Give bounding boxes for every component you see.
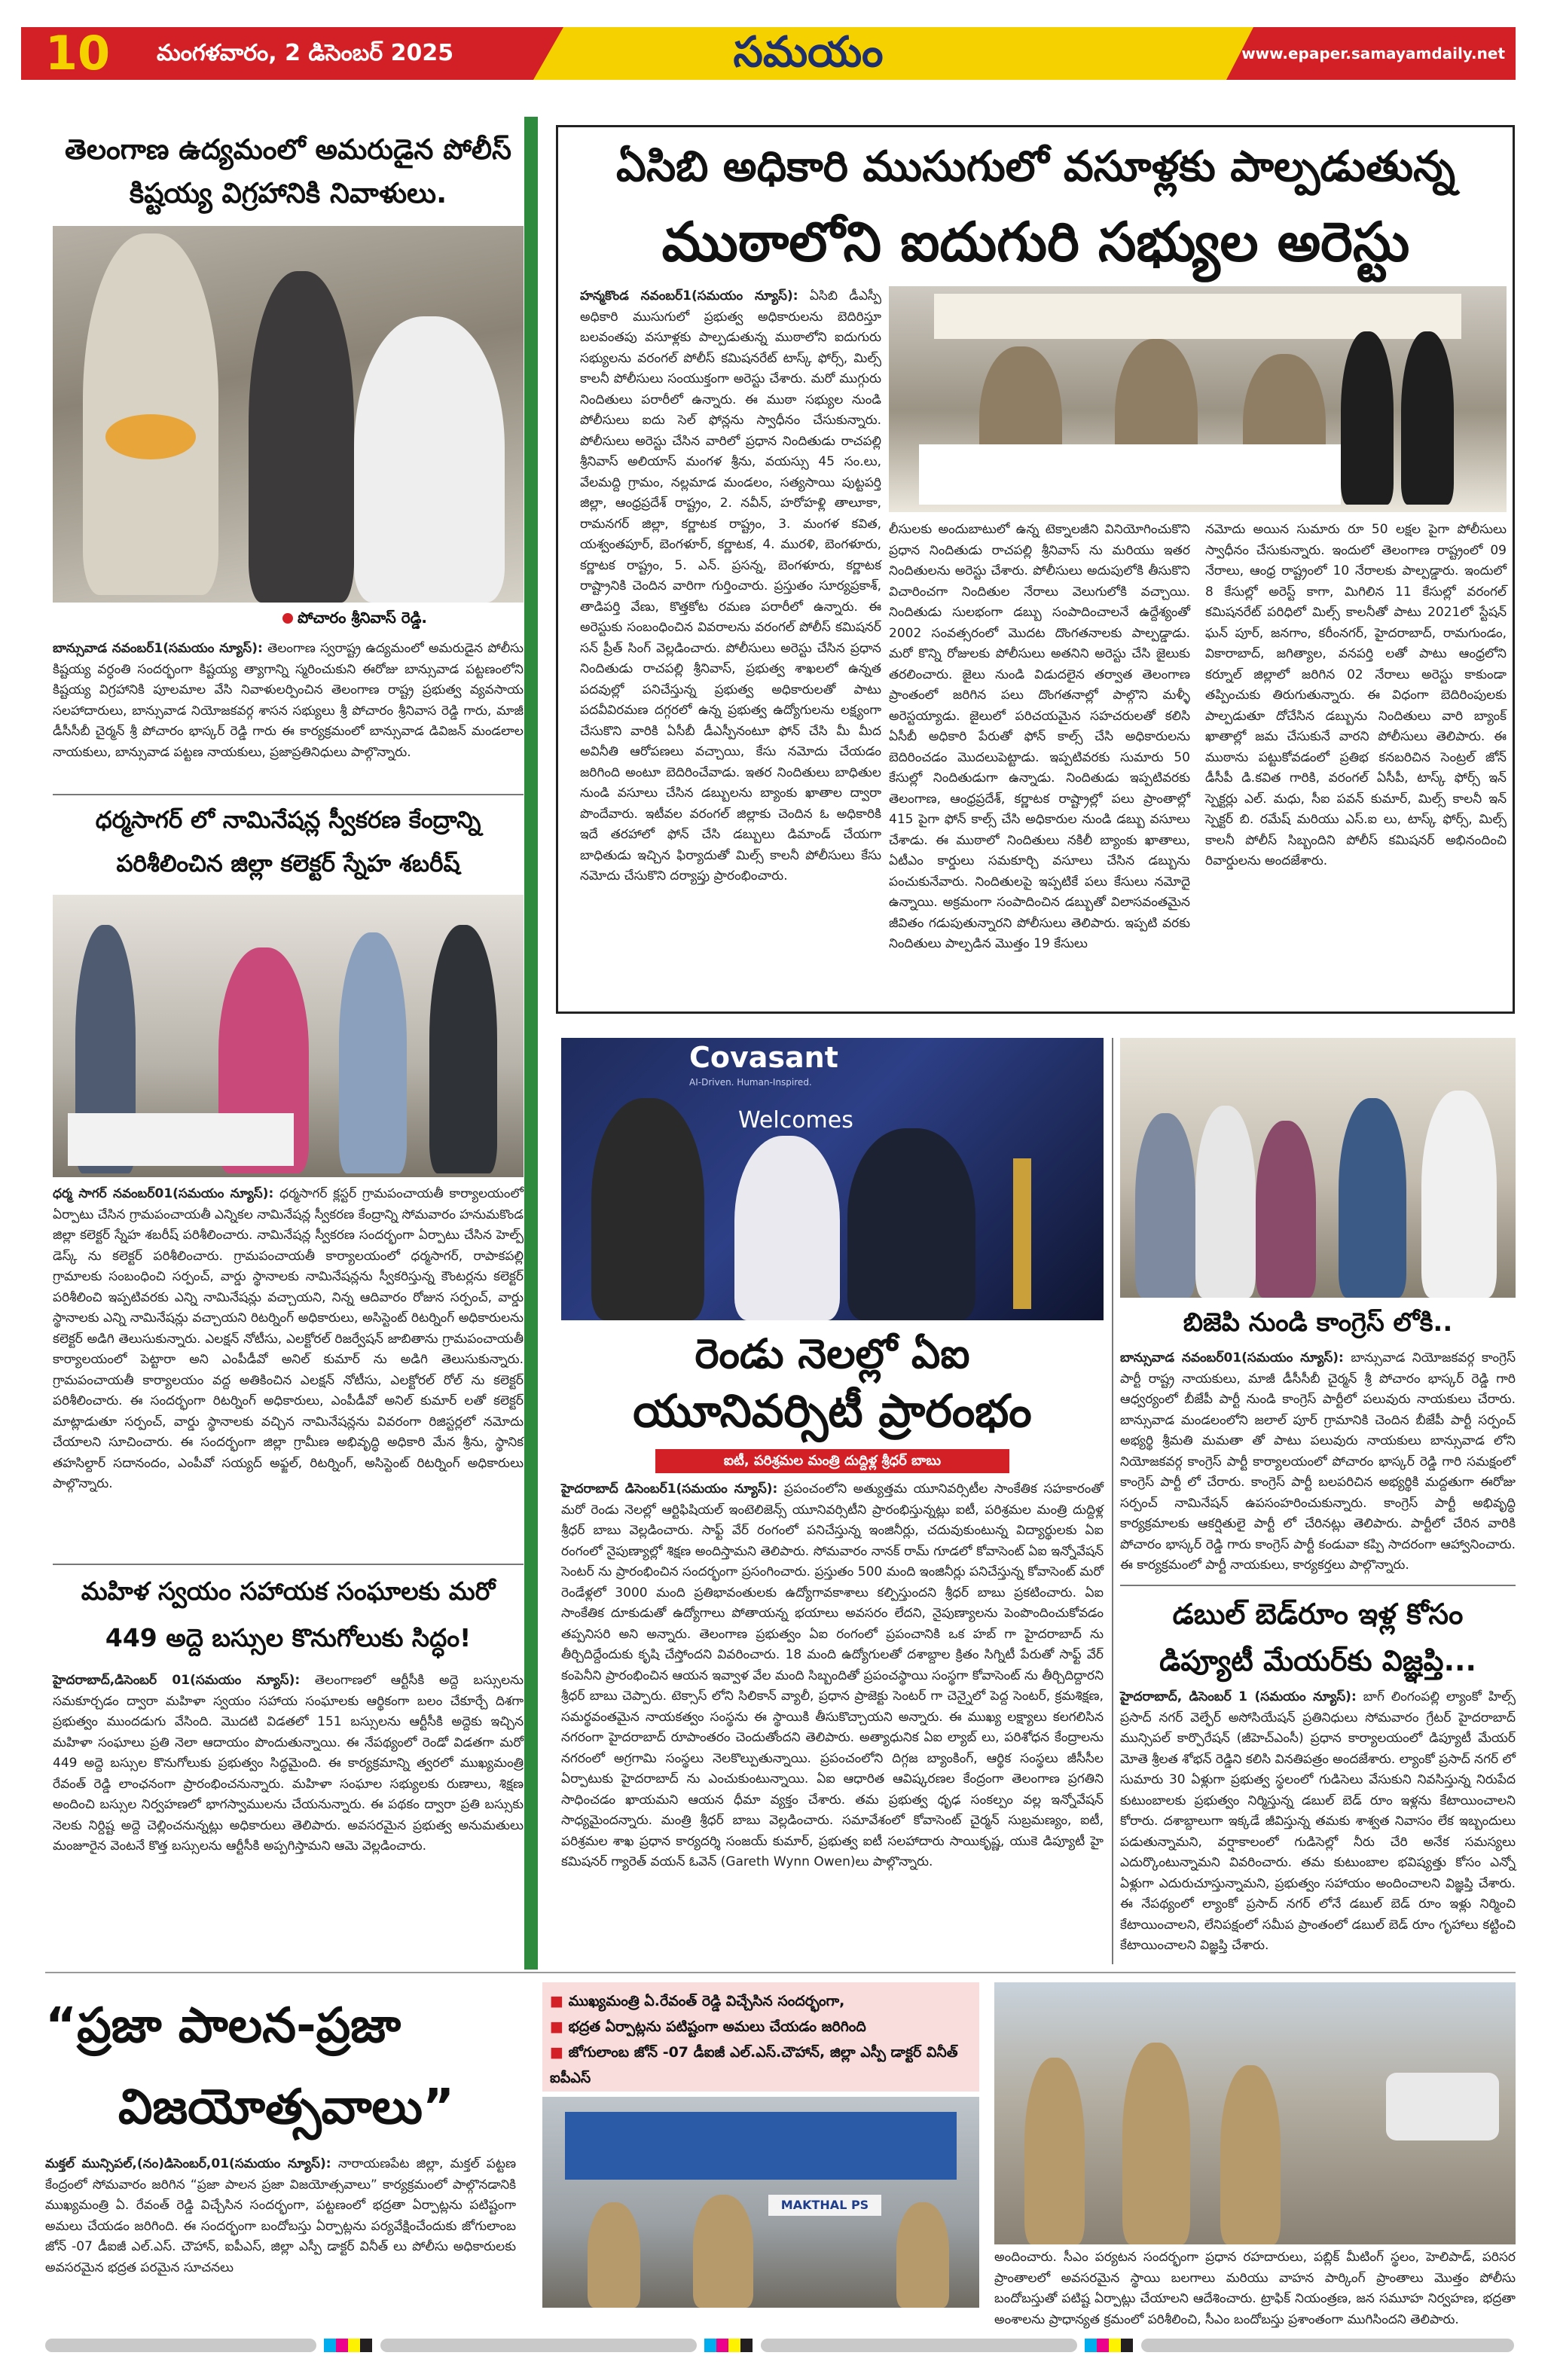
story5-headline-line2: యూనివర్సిటీ ప్రారంభం [633, 1385, 1032, 1438]
person-figure [591, 1098, 704, 1320]
story2-photo [53, 895, 524, 1177]
person-figure [429, 925, 497, 1173]
bullet-item: ■ ముఖ్యమంత్రి ఏ.రేవంత్ రెడ్డి విచ్చేసిన సందర్భంగా, [550, 1993, 845, 2009]
header-url[interactable]: www.epaper.samayamdaily.net [1241, 44, 1505, 63]
story4-byline: హన్మకొండ నవంబర్1(సమయం న్యూస్): [580, 288, 798, 304]
divider [45, 1972, 1516, 1973]
color-swatch [716, 2339, 728, 2352]
story5-photo [561, 1038, 1104, 1320]
divider [1120, 1585, 1516, 1586]
banner [934, 294, 1461, 339]
story1-caption-dot [282, 613, 293, 624]
color-swatch [336, 2339, 348, 2352]
story6-text: బాగ్ లింగంపల్లి ల్యాంకో హిల్స్ ప్రసాద్ నగర్ వెల్ఫేర్ అసోసియేషన్ ప్రతినిధులు సోమవారం గ్రేటర్ హైదరాబాద్ మున్సిపల్ కార్పొరేషన్ (జీహెచ్ఎంసీ) ప్రధాన కార్యాలయంలో డిప్యూటీ మేయర్ మోతె శ్రీలత శోభన్ రెడ్డిని కలిసి వినతిపత్రం అందజేశారు. ల్యాంకో ప్రసాద్ నగర్ లో సుమారు 30 ఏళ్లుగా ప్రభుత్వ స్థలంలో గుడిసెలు వేసుకుని నివసిస్తున్న నిరుపేద కుటుంబాలకు ప్రభుత్వం నిర్మిస్తున్న డబుల్ బెడ్ రూం ఇళ్లను కేటాయించాలని కోరారు. దశాబ్దాలుగా ఇక్కడే జీవిస్తున్న తమకు శాశ్వత నివాసం లేక ఇబ్బందులు పడుతున్నామని, వర్షాకాలంలో గుడిసెల్లో నీరు చేరి అనేక సమస్యలు ఎదుర్కొంటున్నామని వివరించారు. తమ కుటుంబాల భవిష్యత్తు కోసం ఎన్నో ఏళ్లుగా ఎదురుచూస్తున్నామని, ప్రభుత్వం సహాయం అందించాలని విజ్ఞప్తి చేశారు. ఈ నేపథ్యంలో ల్యాంకో ప్రసాద్ నగర్ లోనే డబుల్ బెడ్ రూం ఇళ్లు నిర్మించి కేటాయించాలని, లేనిపక్షంలో సమీప ప్రాంతంలో డబుల్ బెడ్ రూం గృహాలు కట్టించి కేటాయించాలని విజ్ఞప్తి చేశారు. [1120, 1689, 1516, 1953]
bullet-item: ■ జోగులాంబ జోన్ -07 డీఐజీ ఎల్.ఎస్.చౌహాన్, జిల్లా ఎస్పీ డాక్టర్ వినీత్ ఐపీఎస్ [550, 2044, 958, 2086]
registration-bar [1141, 2339, 1514, 2352]
bullet-text: ముఖ్యమంత్రి ఏ.రేవంత్ రెడ్డి విచ్చేసిన సందర్భంగా, [568, 1993, 845, 2009]
story3-body [53, 1671, 524, 1964]
story4-headline-line1: ఏసిబి అధికారి ముసుగులో వసూళ్లకు పాల్పడుతున్న [616, 142, 1455, 191]
welcomes-text: Welcomes [738, 1107, 853, 1134]
story7-photo-right [994, 1982, 1516, 2244]
photo-story-body [1120, 1348, 1516, 1578]
table [919, 444, 1341, 505]
story3-text: తెలంగాణలో ఆర్టీసీకి అద్దె బస్సులను సమకూర్చడం ద్వారా మహిళా స్వయం సహాయ సంఘాలకు ఆర్థికంగా బలం చేకూర్చే దిశగా ప్రభుత్వం ముందడుగు వేసింది. మొదటి విడతలో 151 బస్సులను ఆర్టీసీకి అద్దెకు ఇచ్చిన మహిళా సంఘాలు ప్రతి నెలా ఆదాయం పొందుతున్నాయి. ఈ నేపథ్యంలో రెండో విడతగా మరో 449 అద్దె బస్సుల కొనుగోలుకు ప్రభుత్వం సిద్ధమైంది. ఈ కార్యక్రమాన్ని త్వరలో ముఖ్యమంత్రి రేవంత్ రెడ్డి లాంఛనంగా ప్రారంభించనున్నారు. మహిళా సంఘాల సభ్యులకు రుణాలు, శిక్షణ అందించి బస్సుల నిర్వహణలో భాగస్వాములను చేయనున్నారు. ఈ పథకం ద్వారా ప్రతి బస్సుకు నెలకు నిర్దిష్ట అద్దె చెల్లించనున్నట్లు అధికారులు తెలిపారు. అవసరమైన ప్రభుత్వ అనుమతులు మంజూరైన వెంటనే కొత్త బస్సులను ఆర్టీసీకి అప్పగిస్తామని ఆమె వెల్లడించారు. [53, 1673, 524, 1854]
person-figure [1421, 1091, 1497, 1298]
person-figure [1256, 1121, 1316, 1298]
person-figure [1135, 1113, 1195, 1298]
divider [53, 1564, 524, 1565]
story7-byline: మక్తల్ మున్సిపల్,(నం)డిసెంబర్,01(సమయం న్యూస్): [45, 2156, 331, 2171]
color-swatch [324, 2339, 336, 2352]
story2-headline: ధర్మసాగర్ లో నామినేషన్ల స్వీకరణ కేంద్రాన్ని పరిశీలించిన జిల్లా కలెక్టర్ స్నేహ శబరీష్ [95, 807, 481, 877]
person-figure [339, 932, 407, 1173]
officer-figure [693, 2195, 753, 2308]
covasant-banner: Covasant [689, 1041, 838, 1074]
person-figure [1339, 1098, 1406, 1298]
photo-story-text: బాన్సువాడ నియోజకవర్గ కాంగ్రెస్ పార్టీ రాష్ట్ర నాయకులు, మాజీ డీసీసీబీ చైర్మన్ శ్రీ పోచారం భాస్కర్ రెడ్డి గారి ఆధ్వర్యంలో బీజేపీ పార్టీ నుండి కాంగ్రెస్ పార్టీలో పలువురు నాయకులు చేరారు. బాన్సువాడ మండలంలోని జలాల్ పూర్ గ్రామానికి చెందిన బీజేపీ పార్టీ సర్పంచ్ అభ్యర్థి శ్రీమతి మమతా తో పాటు పలువురు నాయకులు బాన్సువాడ లోని నియోజకవర్గ కాంగ్రెస్ పార్టీ కార్యాలయంలో పోచారం భాస్కర్ రెడ్డి గారి సమక్షంలో కాంగ్రెస్ పార్టీ లో చేరారు. కాంగ్రెస్ పార్టీ బలపరిచిన అభ్యర్థికి మద్దతుగా ఈరోజు సర్పంచ్ నామినేషన్ ఉపసంహరించుకున్నారు. కాంగ్రెస్ పార్టీ అభివృద్ధి కార్యక్రమాలకు ఆకర్షితులై పార్టీ లో చేరినట్లు తెలిపారు. పార్టీలో చేరిన వారికి పోచారం భాస్కర్ రెడ్డి గారు కాంగ్రెస్ పార్టీ కండువా కప్పి సాదరంగా ఆహ్వానించారు. ఈ కార్యక్రమంలో పార్టీ నాయకులు, కార్యకర్తలు పాల్గొన్నారు. [1120, 1350, 1516, 1573]
story1-text: తెలంగాణ స్వరాష్ట్ర ఉద్యమంలో అమరుడైన పోలీసు కిష్టయ్య వర్ధంతి సందర్భంగా కిష్టయ్య త్యాగాన్ని స్మరించుకుని ఈరోజు బాన్సువాడ పట్టణంలోని కిష్టయ్య విగ్రహానికి పూలమాల వేసి నివాళులర్పించిన తెలంగాణ రాష్ట్ర ప్రభుత్వ వ్యవసాయ సలహాదారులు, బాన్సువాడ నియోజకవర్గ శాసన సభ్యులు శ్రీ పోచారం శ్రీనివాస రెడ్డి గారు, మాజీ డీసీసీబీ చైర్మన్ శ్రీ పోచారం భాస్కర్ రెడ్డి గారు ఈ కార్యక్రమంలో బాన్సువాడ డివిజన్ మండలాల నాయకులు, బాన్సువాడ పట్టణ నాయకులు, ప్రజాప్రతినిధులు పాల్గొన్నారు. [53, 641, 524, 760]
officer-figure [1024, 2058, 1085, 2244]
story3-headline: మహిళ స్వయం సహాయక సంఘాలకు మరో 449 అద్దె బస్సుల కొనుగోలుకు సిద్ధం! [81, 1576, 496, 1652]
officer-figure [588, 2202, 640, 2308]
story7-photo-left [542, 2097, 979, 2308]
story1-headline: తెలంగాణ ఉద్యమంలో అమరుడైన పోలీస్ కిష్టయ్య విగ్రహానికి నివాళులు. [65, 133, 511, 209]
person-figure [734, 1136, 840, 1320]
story7-body [45, 2154, 516, 2308]
color-swatch [348, 2339, 360, 2352]
story7-right-body: అందించారు. సీఎం పర్యటన సందర్భంగా ప్రధాన రహదారులు, పబ్లిక్ మీటింగ్ స్థలం, హెలిపాడ్, పరిసర ప్రాంతాలలో అవసరమైన స్థాయి బలగాలు మరియు వాహన పార్కింగ్ ప్రాంతాలు మొత్తం పోలీసు బందోబస్తుతో పటిష్ట ఏర్పాట్లు చేయాలని ఆదేశించారు. ట్రాఫిక్ నియంత్రణ, జన సమూహ నిర్వహణ, భద్రతా అంశాలను ప్రాధాన్యత క్రమంలో పరిశీలించి, సీఎం బందోబస్తు ప్రశాంతంగా ముగిసిందని తెలిపారు. [994, 2250, 1516, 2327]
story6-headline-line2: డిప్యూటీ మేయర్‌కు విజ్ఞప్తి... [1159, 1644, 1476, 1677]
person-figure [354, 316, 505, 603]
registration-bar [380, 2339, 697, 2352]
accused-figure [1401, 331, 1454, 505]
police-banner: MAKTHAL PS [768, 2195, 881, 2216]
person-figure [1195, 1106, 1256, 1298]
bullet-text: జోగులాంబ జోన్ -07 డీఐజీ ఎల్.ఎస్.చౌహాన్, జిల్లా ఎస్పీ డాక్టర్ వినీత్ ఐపీఎస్ [550, 2044, 958, 2086]
story4-photo [889, 286, 1507, 512]
masthead-title: సమయం [733, 28, 884, 77]
color-swatch [1085, 2339, 1097, 2352]
bullet-text: భద్రత ఏర్పాట్లను పటిష్టంగా అమలు చేయడం జరిగింది [568, 2018, 866, 2035]
color-swatch [1121, 2339, 1133, 2352]
story1-body [53, 639, 524, 789]
story1-byline: బాన్సువాడ నవంబర్1(సమయం న్యూస్): [53, 641, 263, 656]
color-swatch [1109, 2339, 1121, 2352]
person-figure [249, 271, 354, 603]
color-swatch [360, 2339, 372, 2352]
story6-headline-line1: డబుల్ బెడ్‌రూం ఇళ్ల కోసం [1172, 1597, 1464, 1631]
story5-kicker: ఐటీ, పరిశ్రమల మంత్రి దుద్దిళ్ల శ్రీధర్ బాబు [655, 1449, 1009, 1473]
accused-figure [1341, 331, 1394, 505]
garland [105, 414, 196, 459]
color-swatch [1097, 2339, 1109, 2352]
lamp [1013, 1158, 1031, 1309]
color-swatch [704, 2339, 716, 2352]
photo-story-caption: బిజెపి నుండి కాంగ్రెస్ లోకి.. [1183, 1307, 1453, 1338]
header-date: మంగళవారం, 2 డిసెంబర్ 2025 [157, 40, 454, 66]
table [68, 1113, 294, 1166]
bullet-item: ■ భద్రత ఏర్పాట్లను పటిష్టంగా అమలు చేయడం జరిగింది [550, 2018, 866, 2035]
color-swatch [740, 2339, 753, 2352]
story2-body [53, 1184, 524, 1561]
officer-figure [1122, 2043, 1190, 2244]
story2-byline: ధర్మ సాగర్ నవంబర్01(సమయం న్యూస్): [53, 1186, 274, 1201]
story4-headline-line2: ముఠాలోని ఐదుగురి సభ్యుల అరెస్టు [661, 210, 1410, 273]
story5-text: ప్రపంచంలోని అత్యుత్తమ యూనివర్సిటీల సాంకేతిక సహకారంతో మరో రెండు నెలల్లో ఆర్టిఫిషియల్ ఇంటెలిజెన్స్ యూనివర్సిటీని ప్రారంభిస్తున్నట్లు ఐటీ, పరిశ్రమల మంత్రి దుద్దిళ్ల శ్రీధర్ బాబు వెల్లడించారు. సాఫ్ట్ వేర్ రంగంలో పనిచేస్తున్న ఇంజినీర్లు, చదువుకుంటున్న విద్యార్థులకు ఏఐ రంగంలో నైపుణ్యాల్లో శిక్షణ అందిస్తామని తెలిపారు. సోమవారం నానక్ రామ్ గూడలో కోవాసెంట్ ఏఐ ఇన్నోవేషన్ సెంటర్ ను ప్రారంభించిన సందర్భంగా ప్రసంగించారు. ప్రస్తుతం 500 మంది ఇంజినీర్లు పనిచేస్తున్న కోవాసెంట్ మరో రెండేళ్లలో 3000 మంది ప్రతిభావంతులకు ఉద్యోగావకాశాలు కల్పిస్తుందని శ్రీధర్ బాబు ప్రకటించారు. ఏఐ సాంకేతిక దూకుడుతో ఉద్యోగాలు పోతాయన్న భయాలు అవసరం లేదని, నైపుణ్యాలను పెంపొందించుకోవడం తప్పనిసరి అని అన్నారు. తెలంగాణ ప్రభుత్వం ఏఐ రంగంలో ప్రపంచానికి ఒక హబ్ గా హైదరాబాద్ ను తీర్చిదిద్దేందుకు కృషి చేస్తోందని వివరించారు. 18 మంది ఉద్యోగులతో దశాబ్దాల క్రితం సిగ్నిటీ పేరుతో సాఫ్ట్ వేర్ కంపెనీని ప్రారంభించిన ఆయన ఇవ్వాళ వేల మంది సిబ్బందితో ప్రపంచస్థాయి సంస్థగా కోవాసెంట్ ను తీర్చిదిద్దారని శ్రీధర్ బాబు చెప్పారు. టెక్సాస్ లోని సిలికాన్ వ్యాలీ, ప్రధాన ప్రాజెక్టు సెంటర్ గా చెన్నైలో పెద్ద సెంటర్, క్రమశిక్షణ, సమర్థవంతమైన నాయకత్వం సంస్థను ఈ స్థాయికి తీసుకొచ్చాయని అన్నారు. ఈ ముఖ్య లక్ష్యాలు కలగలిసిన నగరంగా హైదరాబాద్ రూపాంతరం చెందుతోందని తెలిపారు. అత్యాధునిక ఏఐ ల్యాబ్ లు, పరిశోధన కేంద్రాలను నగరంలో అగ్రగామి సంస్థలు నెలకొల్పుతున్నాయి. ప్రపంచంలోని దిగ్గజ బ్యాంకింగ్, ఆర్థిక సంస్థలు జీసీసీల ఏర్పాటుకు హైదరాబాద్ ను ఎంచుకుంటున్నాయి. ఏఐ ఆధారిత ఆవిష్కరణల కేంద్రంగా తెలంగాణ ప్రగతిని సాధించడం ఖాయమని ఆయన ధీమా వ్యక్తం చేశారు. తమ ప్రభుత్వ ధృఢ సంకల్పం వల్ల ఇన్నోవేషన్ సాధ్యమైందన్నారు. మంత్రి శ్రీధర్ బాబు వెల్లడించారు. సమావేశంలో కోవాసెంట్ చైర్మన్ సుబ్రమణ్యం, ఐటీ, పరిశ్రమల శాఖ ప్రధాన కార్యదర్శి సంజయ్ కుమార్, ప్రభుత్వ ఐటీ సలహాదారు సాయికృష్ణ, యుకె డిప్యూటీ హై కమిషనర్ గ్యారెత్ వయన్ ఓవెన్ (Gareth Wynn Owen)లు పాల్గొన్నారు. [561, 1481, 1104, 1869]
divider [53, 794, 524, 795]
story4-col3: నమోదు అయిన సుమారు రూ 50 లక్షల పైగా పోలీసులు స్వాధీనం చేసుకున్నారు. ఇందులో తెలంగాణ రాష్ట్రంలో 09 నేరాలు, ఆంధ్ర రాష్ట్రంలో 10 నేరాలకు పాల్పడ్డారు. ఇందులో 8 కేసుల్లో అరెస్ట్ కాగా, మిగిలిన 11 కేసుల్లో వరంగల్ కమిషనరేట్ పరిధిలో మిల్స్ కాలనీతో పాటు 2021లో స్టేషన్ ఘన్ పూర్, జనగాం, కరీంనగర్, హైదరాబాద్, రామగుండం, వికారాబాద్, జగిత్యాల, వనపర్తి లతో పాటు ఆంధ్రలోని కర్నూల్ జిల్లాలో జరిగిన 02 నేరాలు అరెస్టు కాకుండా తప్పించుకు తిరుగుతున్నారు. ఈ విధంగా బెదిరింపులకు పాల్పడుతూ దోచేసిన డబ్బును నిందితులు వారి బ్యాంక్ ఖాతాల్లో జమ చేసుకునే వారని పోలీసులు తెలిపారు. ఈ ముఠాను పట్టుకోవడంలో ప్రతిభ కనబరిచిన సెంట్రల్ జోన్ డీసీపీ డి.కవిత గారికి, వరంగల్ ఏసీపీ, టాస్క్ ఫోర్స్ ఇన్ స్పెక్టర్లు ఎల్. మధు, సీఐ పవన్ కుమార్, మిల్స్ కాలనీ ఇన్ స్పెక్టర్ బి. రమేష్ మరియు ఎస్.ఐ లు, టాస్క్ ఫోర్స్, మిల్స్ కాలనీ పోలీస్ సిబ్బందిని పోలీస్ కమిషనర్ అభినందించి రివార్డులను అందజేశారు. [1205, 522, 1507, 868]
story7-headline-line1: “ప్రజా పాలన-ప్రజా [45, 1998, 401, 2054]
story6-byline: హైదరాబాద్, డిసెంబర్ 1 (సమయం న్యూస్): [1120, 1689, 1357, 1704]
header-bar [21, 27, 1516, 80]
story7-headline-line2: విజయోత్సవాలు” [118, 2079, 455, 2135]
story7-bullets [542, 1982, 979, 2092]
color-swatch [728, 2339, 740, 2352]
story5-body [561, 1479, 1104, 1954]
page-number: 10 [44, 26, 111, 81]
story6-body [1120, 1687, 1516, 1964]
column-divider [1112, 1038, 1113, 1964]
story1-photo [53, 226, 524, 603]
police-tent [565, 2112, 957, 2180]
officer-figure [896, 2202, 949, 2308]
story4-col2: లీసులకు అందుబాటులో ఉన్న టెక్నాలజీని వినియోగించుకొని ప్రధాన నిందితుడు రాచపల్లి శ్రీనివాస్ ను మరియు ఇతర నిందితులను అరెస్టు చేశారు. పోలీసులు అదుపులోకి తీసుకొని విచారించగా నిందితుల నేరాలు వెలుగులోకి వచ్చాయి. నిందితుడు సులభంగా డబ్బు సంపాదించాలనే ఉద్దేశ్యంతో 2002 సంవత్సరంలో మొదట దొంగతనాలకు పాల్పడ్డాడు. మరో కొన్ని రోజులకు పోలీసులు అతనిని అరెస్టు చేసి జైలుకు తరలించారు. జైలు నుండి విడుదలైన తర్వాత తెలంగాణ ప్రాంతంలో జరిగిన పలు దొంగతనాల్లో పాల్గొని మళ్ళీ అరెస్టయ్యాడు. జైలులో పరిచయమైన సహచరులతో కలిసి ఏసీబీ అధికారి పేరుతో ఫోన్ కాల్స్ చేసి అధికారులను బెదిరించడం మొదలుపెట్టాడు. ఇప్పటివరకు సుమారు 50 కేసుల్లో నిందితుడుగా ఉన్నాడు. నిందితుడు ఇప్పటివరకు తెలంగాణ, ఆంధ్రప్రదేశ్, కర్ణాటక రాష్ట్రాల్లో పలు ప్రాంతాల్లో 415 పైగా ఫోన్ కాల్స్ చేసి అధికారుల నుండి డబ్బు వసూలు చేశాడు. ఈ ముఠాలో నిందితులు నకిలీ బ్యాంకు ఖాతాలు, ఏటీఎం కార్డులు సమకూర్చి వసూలు చేసిన డబ్బును పంచుకునేవారు. నిందితులపై ఇప్పటికే పలు కేసులు నమోదై ఉన్నాయి. అక్రమంగా సంపాదించిన డబ్బుతో విలాసవంతమైన జీవితం గడుపుతున్నారని పోలీసులు తెలిపారు. ఇప్పటి వరకు నిందితులు పాల్పడిన మొత్తం 19 కేసులు [889, 522, 1190, 951]
story4-col1 [580, 286, 881, 1005]
story5-headline-line1: రెండు నెలల్లో ఏఐ [695, 1330, 970, 1378]
vehicle [1386, 2073, 1499, 2140]
registration-bar [45, 2339, 316, 2352]
story7-text: నారాయణపేట జిల్లా, మక్తల్ పట్టణ కేంద్రంలో సోమవారం జరిగిన “ప్రజా పాలన ప్రజా విజయోత్సవాలు” కార్యక్రమంలో పాల్గొనడానికి ముఖ్యమంత్రి ఏ. రేవంత్ రెడ్డి విచ్చేసిన సందర్భంగా, పట్టణంలో భద్రతా ఏర్పాట్లను పటిష్టంగా అమలు చేయడం జరిగింది. ఈ సందర్భంగా బందోబస్తు ఏర్పాట్లను పర్యవేక్షించేందుకు జోగులాంబ జోన్ -07 డీఐజీ ఎల్.ఎస్. చౌహాన్, ఐపీఎస్, జిల్లా ఎస్పీ డాక్టర్ వినీత్ లు పోలీసు అధికారులకు అవసరమైన భద్రత పరమైన సూచనలు [45, 2156, 517, 2275]
story1-caption: పోచారం శ్రీనివాస్ రెడ్డి. [298, 609, 428, 627]
story5-byline: హైదరాబాద్ డిసెంబర్1(సమయం న్యూస్): [561, 1481, 778, 1497]
photo-story-image [1120, 1038, 1516, 1298]
registration-bar [761, 2339, 1077, 2352]
photo-story-byline: బాన్సువాడ నవంబర్01(సమయం న్యూస్): [1120, 1350, 1344, 1365]
covasant-sub: AI-Driven. Human-Inspired. [689, 1077, 812, 1088]
story3-byline: హైదరాబాద్,డిసెంబర్ 01(సమయం న్యూస్): [53, 1673, 301, 1688]
masthead-divider [533, 27, 563, 80]
officer-figure [1220, 2065, 1281, 2244]
person-figure [847, 1128, 975, 1320]
story2-text: ధర్మసాగర్ క్లస్టర్ గ్రామపంచాయతీ కార్యాలయంలో ఏర్పాటు చేసిన గ్రామపంచాయతీ ఎన్నికల నామినేషన్ల స్వీకరణ కేంద్రాన్ని సోమవారం హనుమకొండ జిల్లా కలెక్టర్ స్నేహ శబరీష్ పరిశీలించారు. నామినేషన్ల స్వీకరణ సందర్భంగా ఏర్పాటు చేసిన హెల్ప్ డెస్క్ ను కలెక్టర్ పరిశీలించారు. గ్రామపంచాయతీ కార్యాలయంలో ధర్మసాగర్, రాపాకపల్లి గ్రామాలకు సంబంధించి సర్పంచ్, వార్డు స్థానాలకు నామినేషన్లను స్వీకరిస్తున్న కౌంటర్లను కలెక్టర్ పరిశీలించి ఇప్పటివరకు ఎన్ని నామినేషన్లు వచ్చాయని, నిన్న ఆదివారం రోజున సర్పంచ్, వార్డు స్థానాలకు ఎన్ని నామినేషన్లు వచ్చాయని రిటర్నింగ్ అధికారులు, అసిస్టెంట్ రిటర్నింగ్ అధికారులను కలెక్టర్ అడిగి తెలుసుకున్నారు. ఎలక్షన్ నోటీసు, ఎలక్టోరల్ రిజర్వేషన్ జాబితాను గ్రామపంచాయతీ కార్యాలయంలో పెట్టారా అని ఎంపీడీవో అనిల్ కుమార్ ను అడిగి తెలుసుకున్నారు. గ్రామపంచాయతీ కార్యాలయం వద్ద అతికించిన ఎలక్షన్ నోటీసు, ఎలక్టోరల్ రోల్ ను కలెక్టర్ పరిశీలించారు. ఈ సందర్భంగా రిటర్నింగ్ అధికారులు, ఎంపీడీవో అనిల్ కుమార్ లతో కలెక్టర్ మాట్లాడుతూ సర్పంచ్, వార్డు స్థానాలకు వచ్చిన నామినేషన్లను వివరంగా రిజిస్టర్లలో నమోదు చేయాలని సూచించారు. ఈ సందర్భంగా జిల్లా గ్రామీణ అభివృద్ధి అధికారి మేన శ్రీను, స్థానిక తహసిల్దార్ సదానందం, ఎంపీవో సయ్యద్ అఫ్జల్, రిటర్నింగ్, అసిస్టెంట్ రిటర్నింగ్ అధికారులు పాల్గొన్నారు. [53, 1186, 524, 1491]
story4-col1-text: ఏసిబి డీఎస్పీ అధికారి ముసుగులో ప్రభుత్వ అధికారులను బెదిరిస్తూ బలవంతపు వసూళ్లకు పాల్పడుతున్న ముఠాలోని ఐదుగురు సభ్యులను వరంగల్ పోలీస్ కమిషనరేట్ టాస్క్ ఫోర్స్, మిల్స్ కాలనీ పోలీసులు సంయుక్తంగా అరెస్టు చేశారు. మరో ముగ్గురు నిందితులు పరారీలో ఉన్నారు. ఈ ముఠా సభ్యుల నుండి పోలీసులు ఐదు సెల్ ఫోన్లను స్వాధీనం చేసుకున్నారు. పోలీసులు అరెస్టు చేసిన వారిలో ప్రధాన నిందితుడు రాచపల్లి శ్రీనివాస్ అలియాస్ మంగళ శ్రీను, వయస్సు 45 సం.లు, వేలమద్ది గ్రామం, నల్లమాడ మండలం, సత్యసాయి పుట్టపర్తి జిల్లా, ఆంధ్రప్రదేశ్ రాష్ట్రం, 2. నవీన్, హరోహళ్లి తాలూకా, రామనగర్ జిల్లా, కర్ణాటక రాష్ట్రం, 3. మంగళ కవిత, యశ్వంతపూర్, బెంగళూర్, కర్ణాటక, 4. మురళి, బెంగళూరు, కర్ణాటక రాష్ట్రం, 5. ఎన్. ప్రసన్న, బెంగళూరు, కర్ణాటక రాష్ట్రానికి చెందిన వారిగా గుర్తించారు. ప్రస్తుతం సూర్యప్రకాశ్, తాడిపర్తి వేణు, కొత్తకోట రమణ పరారీలో ఉన్నారు. ఈ అరెస్టుకు సంబంధించిన వివరాలను వరంగల్ పోలీస్ కమిషనర్ సన్ ప్రీత్ సింగ్ వెల్లడించారు. పోలీసులు అరెస్టు చేసిన ప్రధాన నిందితుడు రాచపల్లి శ్రీనివాస్, ప్రభుత్వ శాఖలలో ఉన్నత పదవుల్లో పనిచేస్తున్న ప్రభుత్వ అధికారులతో పాటు పదవీవిరమణ దగ్గరలో ఉన్న ప్రభుత్వ ఉద్యోగులను లక్ష్యంగా చేసుకొని వారికి ఏసీబీ డీఎస్పీనంటూ ఫోన్ చేసి మీ మీద అవినీతి ఆరోపణలు వచ్చాయి, కేసు నమోదు చేయడం జరిగింది అంటూ బెదిరించేవాడు. ఇతర నిందితులు బాధితుల నుండి వసూలు చేసిన డబ్బులను బ్యాంకు ఖాతాల ద్వారా పొందేవారు. ఇటీవల వరంగల్ జిల్లాకు చెందిన ఓ అధికారికి ఇదే తరహాలో ఫోన్ చేసి డబ్బులు డిమాండ్ చేయగా బాధితుడు ఇచ్చిన ఫిర్యాదుతో మిల్స్ కాలనీ పోలీసులు కేసు నమోదు చేసుకొని దర్యాప్తు ప్రారంభించారు. [580, 288, 881, 883]
